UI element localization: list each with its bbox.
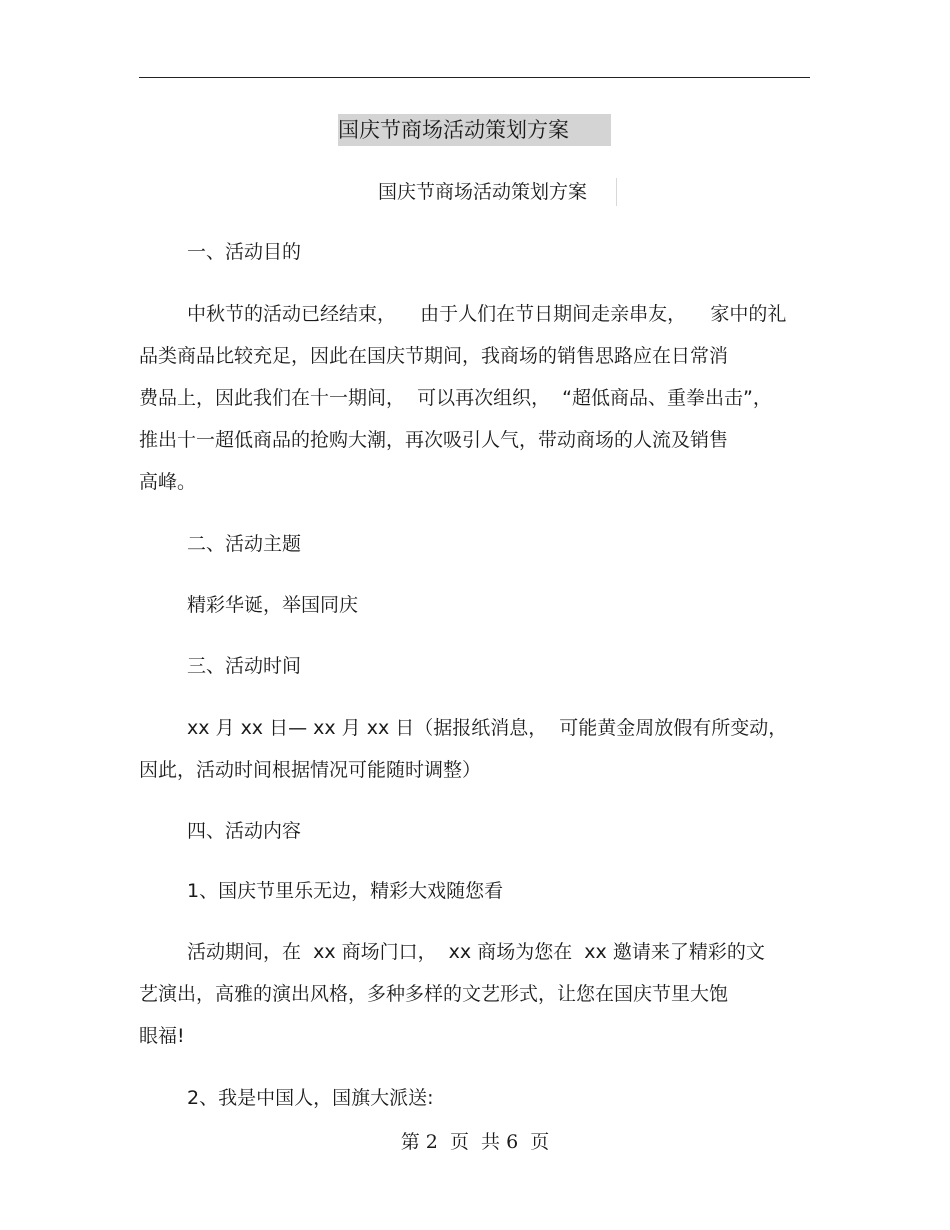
paragraph-line: 中秋节的活动已经结束， 由于人们在节日期间走亲串友， 家中的礼 — [187, 303, 787, 325]
paragraph-line: 因此，活动时间根据情况可能随时调整） — [139, 759, 482, 781]
item-heading-2: 2、我是中国人，国旗大派送: — [187, 1087, 434, 1109]
paragraph-line: 艺演出，高雅的演出风格，多种多样的文艺形式，让您在国庆节里大饱 — [139, 983, 729, 1005]
header-rule — [139, 77, 810, 78]
document-subtitle: 国庆节商场活动策划方案 — [378, 178, 617, 206]
section-heading-purpose: 一、活动目的 — [187, 241, 302, 263]
paragraph-line: 推出十一超低商品的抢购大潮，再次吸引人气，带动商场的人流及销售 — [139, 429, 729, 451]
section-heading-content: 四、活动内容 — [187, 820, 302, 842]
document-title: 国庆节商场活动策划方案 — [338, 114, 611, 146]
paragraph-line: xx 月 xx 日— xx 月 xx 日（据报纸消息， 可能黄金周放假有所变动， — [187, 717, 788, 739]
item-heading-1: 1、国庆节里乐无边，精彩大戏随您看 — [187, 880, 504, 902]
page-number: 第 2 页 共 6 页 — [400, 1131, 550, 1153]
paragraph-line: 品类商品比较充足，因此在国庆节期间，我商场的销售思路应在日常消 — [139, 345, 729, 367]
paragraph-line: 眼福! — [139, 1025, 185, 1047]
section-heading-theme: 二、活动主题 — [187, 533, 302, 555]
paragraph-line: 高峰。 — [139, 471, 197, 493]
theme-text: 精彩华诞，举国同庆 — [187, 594, 359, 616]
paragraph-line: 费品上，因此我们在十一期间， 可以再次组织， “超低商品、重拳出击”， — [139, 387, 772, 409]
paragraph-line: 活动期间，在 xx 商场门口， xx 商场为您在 xx 邀请来了精彩的文 — [187, 941, 765, 963]
section-heading-time: 三、活动时间 — [187, 655, 302, 677]
